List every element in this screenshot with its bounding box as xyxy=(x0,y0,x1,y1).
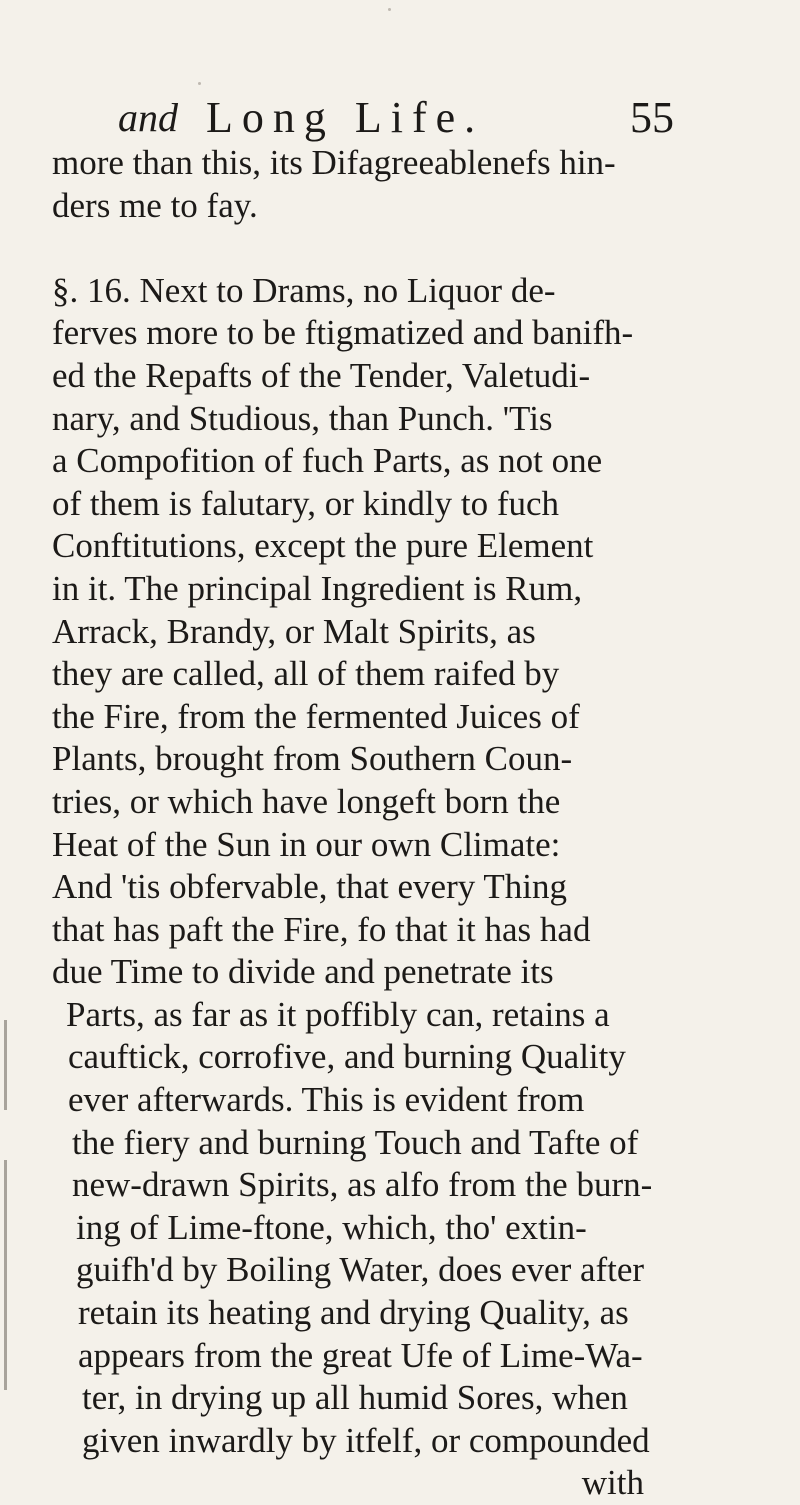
running-header xyxy=(118,92,674,140)
gutter-shadow xyxy=(4,1020,7,1110)
text-line: appears from the great Ufe of Lime-Wa- xyxy=(78,1335,643,1375)
text-line: nary, and Studious, than Punch. 'Tis xyxy=(52,398,553,438)
text-line: given inwardly by itfelf, or compounded xyxy=(82,1420,650,1460)
text-line: cauftick, corrofive, and burning Quality xyxy=(68,1037,626,1077)
text-line: Parts, as far as it poffibly can, retains a xyxy=(66,994,610,1034)
header-title: Long Life. xyxy=(206,93,485,142)
text-line: of them is falutary, or kindly to fuch xyxy=(52,483,560,523)
text-line: Plants, brought from Southern Coun- xyxy=(52,739,573,779)
text-line: ing of Lime-ftone, which, tho' extin- xyxy=(76,1207,587,1247)
text-line: ferves more to be ftigmatized and banifh- xyxy=(52,313,634,353)
text-line: Arrack, Brandy, or Malt Spirits, as xyxy=(52,611,536,651)
paragraph-gap xyxy=(52,227,652,270)
text-line: the fiery and burning Touch and Tafte of xyxy=(72,1122,639,1162)
text-line: a Compofition of fuch Parts, as not one xyxy=(52,441,603,481)
text-line: ed the Repafts of the Tender, Valetudi- xyxy=(52,355,591,395)
text-line: the Fire, from the fermented Juices of xyxy=(52,696,580,736)
text-line: Conftitutions, except the pure Element xyxy=(52,526,594,566)
text-line: And 'tis obfervable, that every Thing xyxy=(52,867,567,907)
body-text xyxy=(52,142,652,1505)
gutter-shadow xyxy=(4,1160,7,1390)
text-line: in it. The principal Ingredient is Rum, xyxy=(52,568,583,608)
text-line: ever afterwards. This is evident from xyxy=(68,1080,585,1120)
text-line: that has paft the Fire, fo that it has had xyxy=(52,909,591,949)
page-number: 55 xyxy=(630,93,674,142)
text-line: tries, or which have longeft born the xyxy=(52,781,561,821)
text-line: guifh'd by Boiling Water, does ever after xyxy=(76,1250,645,1290)
paper-speck xyxy=(388,8,391,11)
paper-speck xyxy=(198,82,201,85)
text-line: more than this, its Difagreeablenefs hin- xyxy=(52,143,616,182)
text-line: new-drawn Spirits, as alfo from the burn- xyxy=(72,1165,652,1205)
header-and: and xyxy=(118,95,178,140)
text-line: ders me to fay. xyxy=(52,185,258,225)
text-line: §. 16. Next to Drams, no Liquor de- xyxy=(52,270,556,310)
catchword: with xyxy=(581,1463,644,1503)
text-line: ter, in drying up all humid Sores, when xyxy=(82,1378,628,1418)
text-line: due Time to divide and penetrate its xyxy=(52,952,554,992)
text-line: Heat of the Sun in our own Climate: xyxy=(52,824,561,864)
text-line: retain its heating and drying Quality, as xyxy=(78,1293,629,1333)
text-line: they are called, all of them raifed by xyxy=(52,654,560,694)
